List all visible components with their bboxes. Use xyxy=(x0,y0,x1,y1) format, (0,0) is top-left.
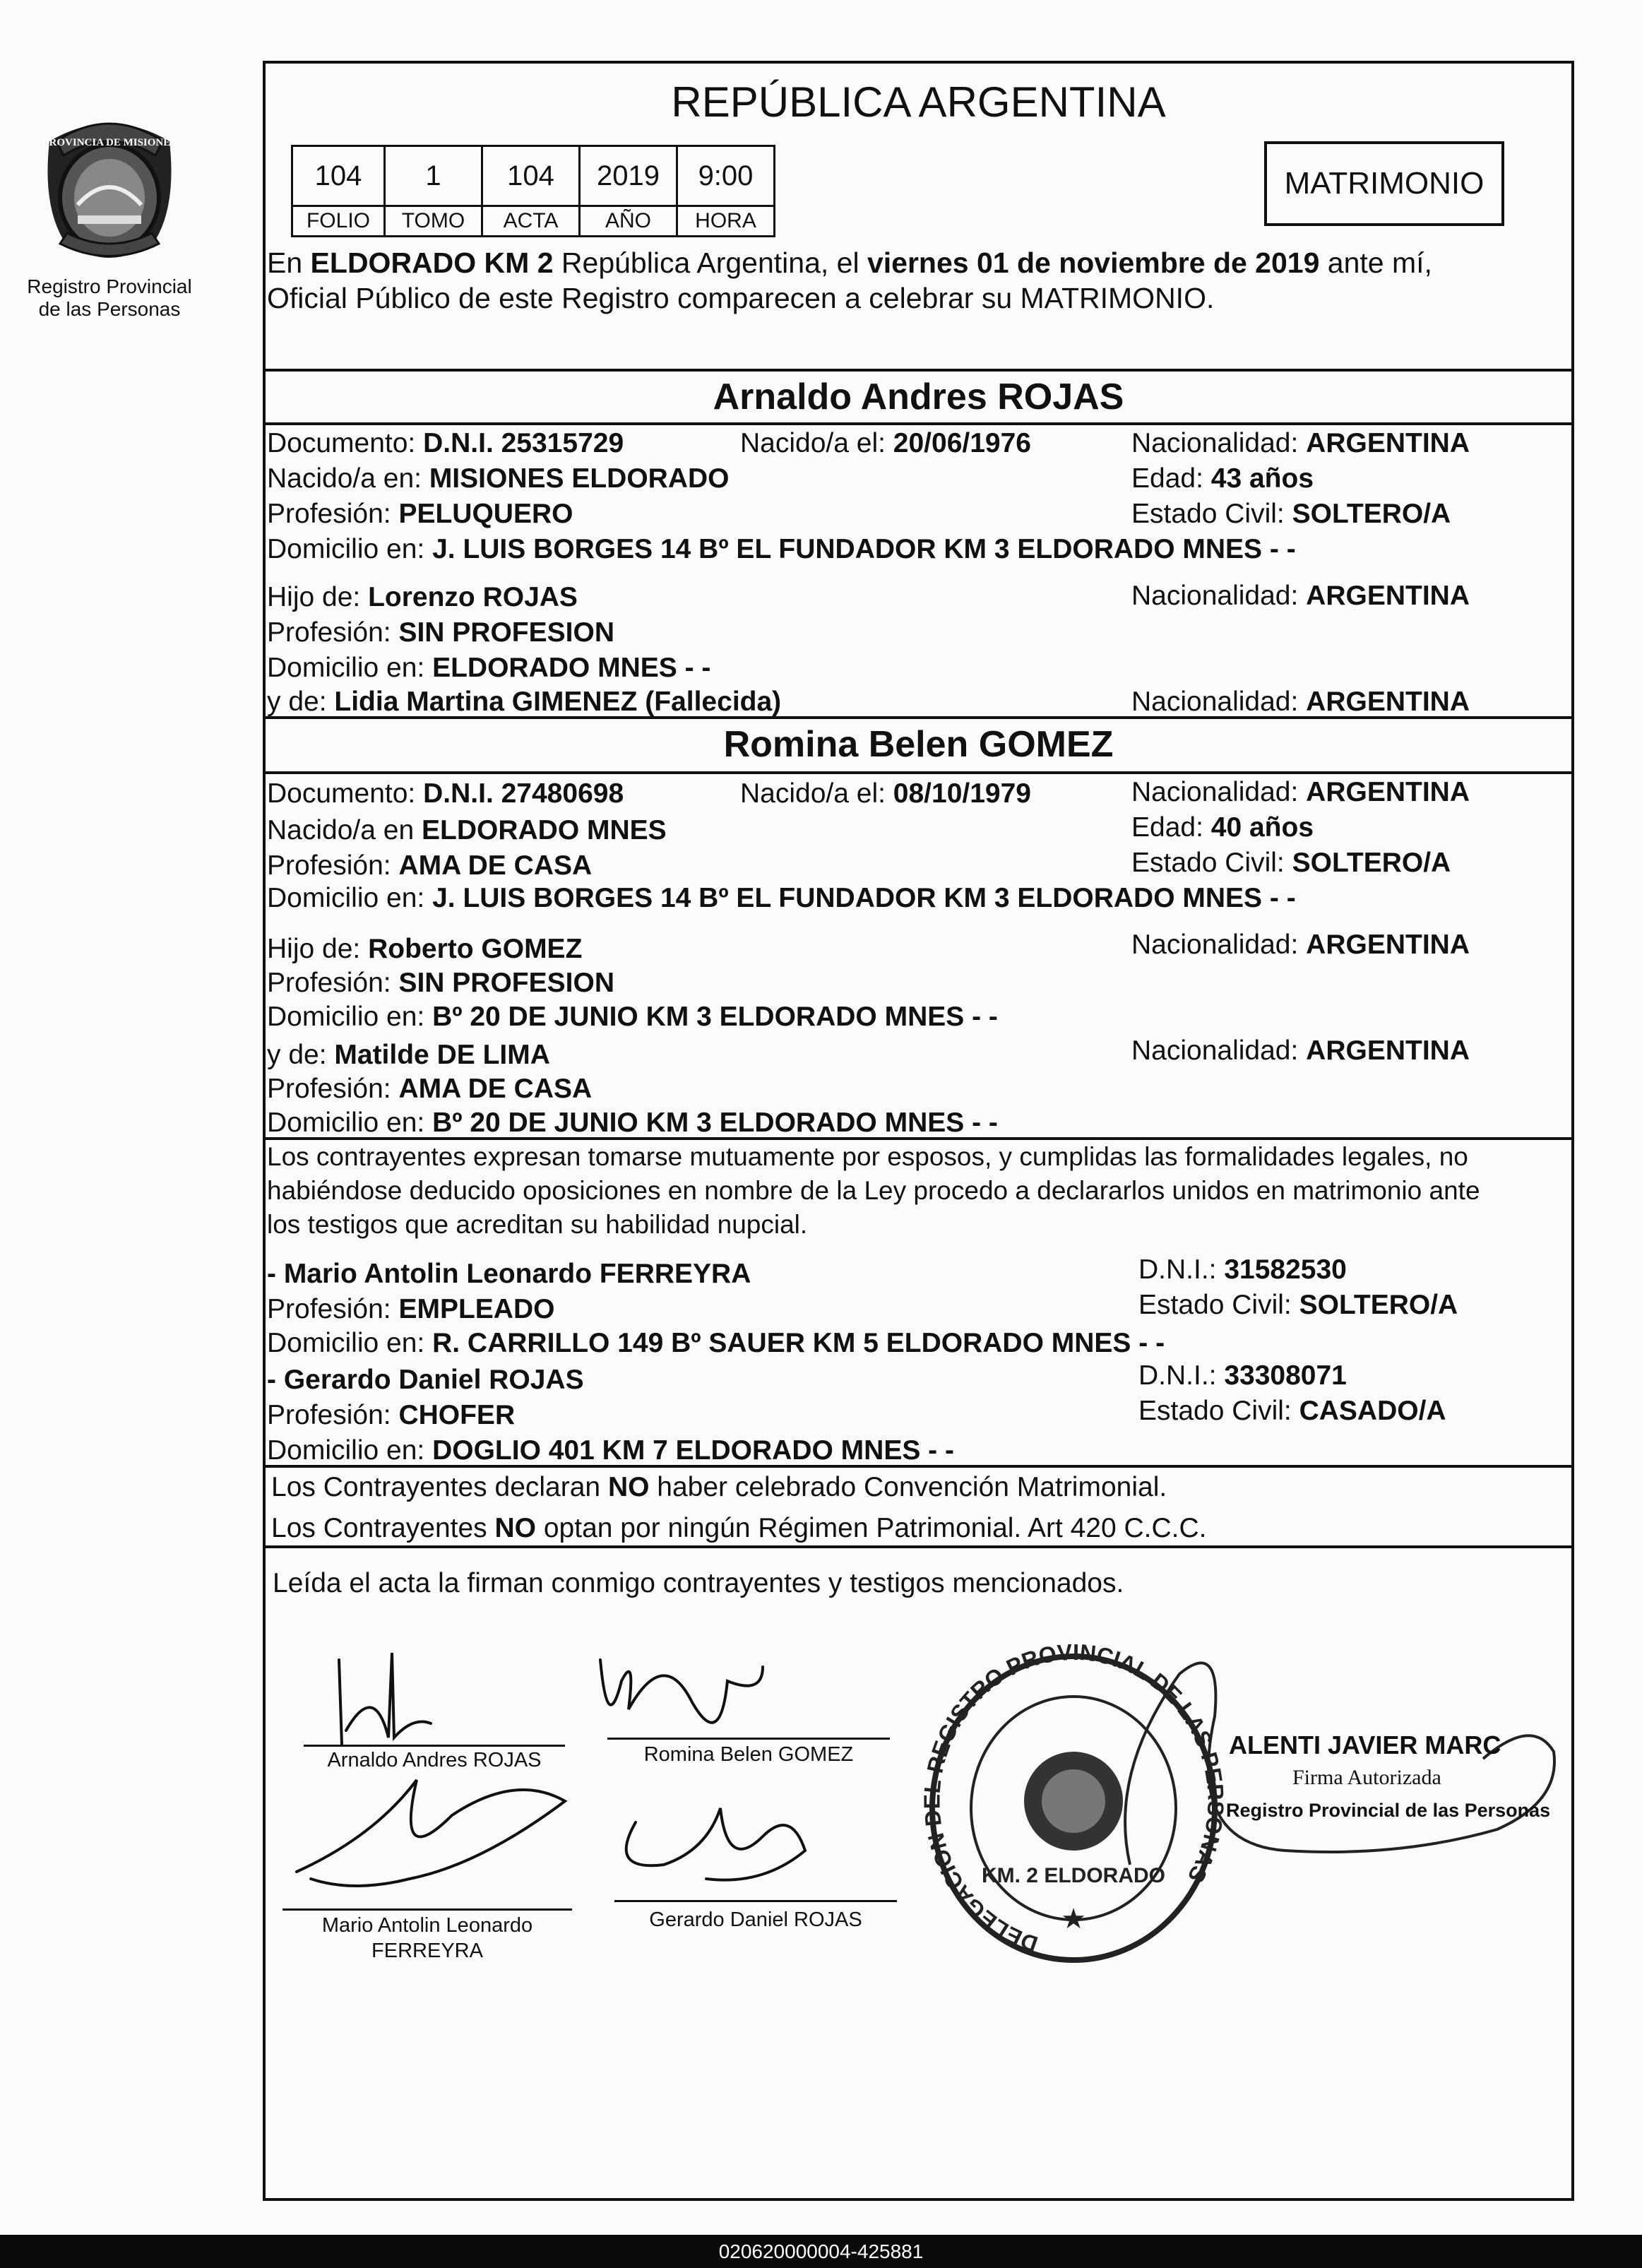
divider xyxy=(263,716,1574,719)
spouse1-documento: Documento: D.N.I. 25315729 xyxy=(267,428,624,458)
convention-line-1: Los Contrayentes declaran NO haber celebrado Convención Matrimonial. xyxy=(271,1472,1167,1502)
signature-label-3a: Mario Antolin Leonardo xyxy=(321,1914,533,1937)
record-type-box: MATRIMONIO xyxy=(1264,141,1504,226)
spouse1-profesion: Profesión: PELUQUERO xyxy=(267,499,573,529)
witness1-domicilio: Domicilio en: R. CARRILLO 149 Bº SAUER KM 5 ELDORADO MNES - - xyxy=(267,1328,1165,1358)
declaration-line-2: habiéndose deducido oposiciones en nombre de la Ley procedo a declararlos unidos en matrimonio ante xyxy=(267,1176,1480,1205)
spouse1-edad: Edad: 43 años xyxy=(1131,463,1314,494)
spouse2-edad: Edad: 40 años xyxy=(1131,812,1314,843)
witness2-name: - Gerardo Daniel ROJAS xyxy=(267,1365,584,1395)
spouse1-nacido-en: Nacido/a en: MISIONES ELDORADO xyxy=(267,463,730,494)
spouse1-mother-nacionalidad: Nacionalidad: ARGENTINA xyxy=(1131,687,1470,717)
signature-label-1: Arnaldo Andres ROJAS xyxy=(327,1749,542,1771)
divider xyxy=(263,771,1574,774)
divider xyxy=(263,422,1574,425)
record-table xyxy=(291,145,775,237)
witness2-domicilio: Domicilio en: DOGLIO 401 KM 7 ELDORADO MNES - - xyxy=(267,1435,954,1466)
signature-label-4: Gerardo Daniel ROJAS xyxy=(649,1908,862,1931)
spouse2-profesion: Profesión: AMA DE CASA xyxy=(267,850,593,881)
intro-line-1: En ELDORADO KM 2 República Argentina, el viernes 01 de noviembre de 2019 ante mí, xyxy=(267,247,1432,279)
hora-value: 9:00 xyxy=(677,146,775,206)
signature-line-3 xyxy=(282,1908,572,1911)
stamp-ring-text: DELEGACION DEL REGISTRO PROVINCIAL DE LAS PERSONAS xyxy=(919,1639,1229,1958)
spouse2-father-profesion: Profesión: SIN PROFESION xyxy=(267,968,614,998)
tomo-label: TOMO xyxy=(385,206,482,237)
closing-statement: Leída el acta la firman conmigo contrayentes y testigos mencionados. xyxy=(273,1568,1124,1598)
acta-label: ACTA xyxy=(482,206,580,237)
spouse2-father-domicilio: Domicilio en: Bº 20 DE JUNIO KM 3 ELDORADO MNES - - xyxy=(267,1002,998,1032)
misiones-seal-icon xyxy=(35,99,184,275)
signature-line-4 xyxy=(614,1900,897,1902)
star-icon: ★ xyxy=(1061,1904,1086,1935)
witness2-estado-civil: Estado Civil: CASADO/A xyxy=(1138,1396,1446,1426)
spouse2-mother-domicilio: Domicilio en: Bº 20 DE JUNIO KM 3 ELDORADO MNES - - xyxy=(267,1108,998,1138)
page-title: REPÚBLICA ARGENTINA xyxy=(671,78,1166,126)
registry-caption-1: Registro Provincial xyxy=(27,275,192,297)
spouse1-mother: y de: Lidia Martina GIMENEZ (Fallecida) xyxy=(267,687,782,717)
convention-line-2: Los Contrayentes NO optan por ningún Régimen Patrimonial. Art 420 C.C.C. xyxy=(271,1513,1207,1543)
anio-value: 2019 xyxy=(580,146,677,206)
spouse1-father-domicilio: Domicilio en: ELDORADO MNES - - xyxy=(267,653,711,683)
tomo-value: 1 xyxy=(385,146,482,206)
spouse2-mother: y de: Matilde DE LIMA xyxy=(267,1040,550,1070)
intro-line-2: Oficial Público de este Registro comparecen a celebrar su MATRIMONIO. xyxy=(267,282,1215,314)
divider xyxy=(263,1545,1574,1548)
spouse2-father-nacionalidad: Nacionalidad: ARGENTINA xyxy=(1131,930,1470,960)
spouse2-documento: Documento: D.N.I. 27480698 xyxy=(267,778,624,809)
spouse1-father-nacionalidad: Nacionalidad: ARGENTINA xyxy=(1131,581,1470,611)
signature-scribble-1 xyxy=(339,1653,431,1745)
divider xyxy=(263,369,1574,372)
registry-caption-2: de las Personas xyxy=(38,298,181,320)
spouse2-mother-profesion: Profesión: AMA DE CASA xyxy=(267,1074,593,1104)
official-registry: Registro Provincial de las Personas xyxy=(1226,1800,1551,1821)
folio-label: FOLIO xyxy=(292,206,385,237)
declaration-line-1: Los contrayentes expresan tomarse mutuamente por esposos, y cumplidas las formalidades legales, no xyxy=(267,1142,1468,1171)
stamp-inner-text: KM. 2 ELDORADO xyxy=(981,1864,1166,1887)
witness1-profesion: Profesión: EMPLEADO xyxy=(267,1294,555,1324)
spouse2-mother-nacionalidad: Nacionalidad: ARGENTINA xyxy=(1131,1035,1470,1066)
spouse2-domicilio: Domicilio en: J. LUIS BORGES 14 Bº EL FUNDADOR KM 3 ELDORADO MNES - - xyxy=(267,883,1296,913)
footer-code: 020620000004-425881 xyxy=(0,2235,1642,2268)
official-role: Firma Autorizada xyxy=(1292,1766,1441,1789)
signature-label-3b: FERREYRA xyxy=(371,1940,483,1962)
spouse1-estado-civil: Estado Civil: SOLTERO/A xyxy=(1131,499,1451,529)
signature-line-2 xyxy=(607,1738,890,1740)
spouse1-domicilio: Domicilio en: J. LUIS BORGES 14 Bº EL FUNDADOR KM 3 ELDORADO MNES - - xyxy=(267,534,1296,564)
spouse2-father: Hijo de: Roberto GOMEZ xyxy=(267,934,583,964)
witness2-dni: D.N.I.: 33308071 xyxy=(1138,1360,1347,1391)
witness1-estado-civil: Estado Civil: SOLTERO/A xyxy=(1138,1290,1458,1320)
logo-lettering: PROVINCIA DE MISIONES xyxy=(42,137,177,148)
signature-scribble-2 xyxy=(600,1660,763,1723)
hora-label: HORA xyxy=(677,206,775,237)
witness1-dni: D.N.I.: 31582530 xyxy=(1138,1254,1347,1285)
declaration-line-3: los testigos que acreditan su habilidad nupcial. xyxy=(267,1210,808,1239)
spouse2-nacionalidad: Nacionalidad: ARGENTINA xyxy=(1131,777,1470,807)
spouse2-estado-civil: Estado Civil: SOLTERO/A xyxy=(1131,848,1451,878)
folio-value: 104 xyxy=(292,146,385,206)
spouse1-nacido-el: Nacido/a el: 20/06/1976 xyxy=(740,428,1031,458)
spouse2-nacido-en: Nacido/a en ELDORADO MNES xyxy=(267,815,667,845)
registry-logo xyxy=(21,99,198,321)
signature-scribble-3 xyxy=(297,1780,565,1886)
spouse2-nacido-el: Nacido/a el: 08/10/1979 xyxy=(740,778,1031,809)
acta-value: 104 xyxy=(482,146,580,206)
divider xyxy=(263,1465,1574,1468)
signature-line-1 xyxy=(304,1745,565,1747)
witness2-profesion: Profesión: CHOFER xyxy=(267,1400,516,1430)
spouse2-name: Romina Belen GOMEZ xyxy=(723,724,1114,765)
signature-label-2: Romina Belen GOMEZ xyxy=(643,1743,854,1766)
signature-scribble-4 xyxy=(626,1808,805,1880)
spouse1-nacionalidad: Nacionalidad: ARGENTINA xyxy=(1131,428,1470,458)
spouse1-name: Arnaldo Andres ROJAS xyxy=(713,376,1124,417)
witness1-name: - Mario Antolin Leonardo FERREYRA xyxy=(267,1259,751,1289)
official-name: ALENTI JAVIER MARC xyxy=(1229,1730,1501,1759)
spouse1-father-profesion: Profesión: SIN PROFESION xyxy=(267,617,614,648)
spouse1-father: Hijo de: Lorenzo ROJAS xyxy=(267,582,578,612)
anio-label: AÑO xyxy=(580,206,677,237)
